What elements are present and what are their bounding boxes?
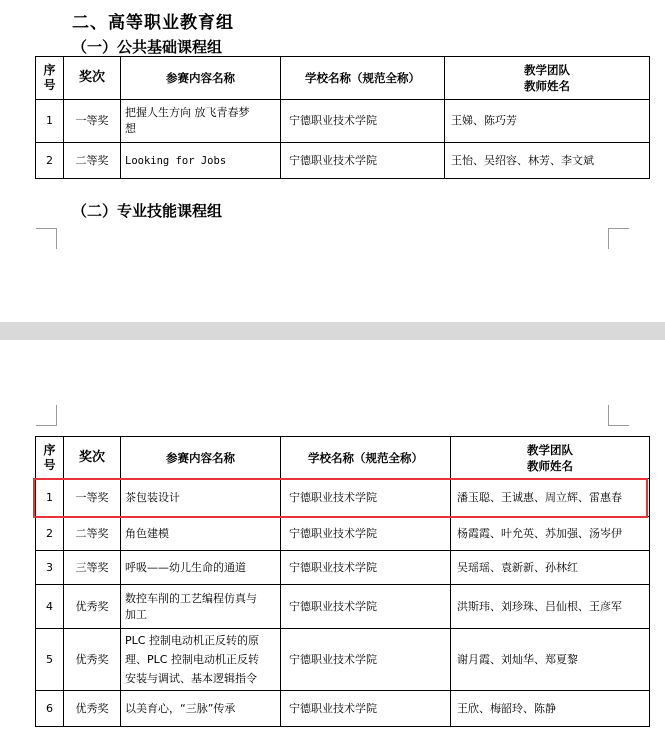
page-separator: [0, 322, 665, 340]
cell-award: 二等奖: [64, 517, 121, 551]
cell-team: 洪斯玮、刘珍珠、吕仙根、王彦军: [451, 585, 650, 629]
cell-seq: 1: [36, 479, 64, 517]
cell-seq: 1: [36, 100, 64, 143]
section-title: 二、高等职业教育组: [72, 13, 234, 33]
cell-seq: 6: [36, 691, 64, 727]
header-school: 学校名称（规范全称）: [281, 437, 451, 479]
cell-team: 王欣、梅韶玲、陈静: [451, 691, 650, 727]
cell-team: 王娣、陈巧芳: [445, 100, 650, 143]
page-1: [0, 0, 665, 322]
cell-award: 一等奖: [64, 479, 121, 517]
cell-seq: 2: [36, 143, 64, 179]
header-seq: 序 号: [36, 437, 64, 479]
cell-award: 一等奖: [64, 100, 121, 143]
cell-team: 王怡、吴绍容、林芳、李文斌: [445, 143, 650, 179]
cell-school: 宁德职业技术学院: [281, 585, 451, 629]
cell-award: 优秀奖: [64, 585, 121, 629]
cell-team: 吴瑶瑶、袁新新、孙林红: [451, 551, 650, 585]
cell-content: 数控车削的工艺编程仿真与 加工: [121, 585, 281, 629]
professional-skills-table: [35, 436, 650, 727]
cell-content: 角色建模: [121, 517, 281, 551]
cell-content: 呼吸——幼儿生命的通道: [121, 551, 281, 585]
cell-school: 宁德职业技术学院: [281, 100, 445, 143]
margin-corner-mark: [36, 405, 57, 426]
cell-content: PLC 控制电动机正反转的原 理、PLC 控制电动机正反转 安装与调试、基本逻辑指令: [121, 629, 281, 691]
table-row: [36, 517, 650, 551]
table-row: [36, 551, 650, 585]
cell-seq: 3: [36, 551, 64, 585]
header-seq: 序 号: [36, 57, 64, 100]
cell-school: 宁德职业技术学院: [281, 143, 445, 179]
table-row: [36, 691, 650, 727]
cell-team: 谢月霞、刘灿华、郑夏黎: [451, 629, 650, 691]
table-row: [36, 629, 650, 691]
cell-seq: 5: [36, 629, 64, 691]
cell-award: 优秀奖: [64, 691, 121, 727]
cell-award: 二等奖: [64, 143, 121, 179]
table-header-row: [36, 57, 650, 100]
cell-team: 杨霞霞、叶允英、苏加强、汤岑伊: [451, 517, 650, 551]
header-content: 参赛内容名称: [121, 57, 281, 100]
table-row: [36, 100, 650, 143]
cell-content: Looking for Jobs: [121, 143, 281, 179]
cell-award: 三等奖: [64, 551, 121, 585]
table-row: [36, 585, 650, 629]
margin-corner-mark: [36, 228, 57, 249]
cell-school: 宁德职业技术学院: [281, 551, 451, 585]
group2-title: （二）专业技能课程组: [72, 202, 223, 220]
table-header-row: [36, 437, 650, 479]
cell-content: 茶包装设计: [121, 479, 281, 517]
public-course-table: [35, 56, 650, 179]
cell-award: 优秀奖: [64, 629, 121, 691]
cell-seq: 2: [36, 517, 64, 551]
header-award: 奖次: [64, 57, 121, 100]
header-school: 学校名称（规范全称）: [281, 57, 445, 100]
table-row: [36, 143, 650, 179]
cell-seq: 4: [36, 585, 64, 629]
cell-school: 宁德职业技术学院: [281, 629, 451, 691]
header-award: 奖次: [64, 437, 121, 479]
cell-team: 潘玉聪、王诚惠、周立辉、雷惠春: [451, 479, 650, 517]
cell-content: 以美育心，“三脉”传承: [121, 691, 281, 727]
header-team: 教学团队 教师姓名: [451, 437, 650, 479]
margin-corner-mark: [608, 405, 629, 426]
table-row: [36, 479, 650, 517]
header-team: 教学团队 教师姓名: [445, 57, 650, 100]
cell-content: 把握人生方向 放飞青春梦 想: [121, 100, 281, 143]
cell-school: 宁德职业技术学院: [281, 517, 451, 551]
cell-school: 宁德职业技术学院: [281, 479, 451, 517]
header-content: 参赛内容名称: [121, 437, 281, 479]
margin-corner-mark: [608, 228, 629, 249]
cell-school: 宁德职业技术学院: [281, 691, 451, 727]
group1-title: （一）公共基础课程组: [72, 38, 223, 56]
